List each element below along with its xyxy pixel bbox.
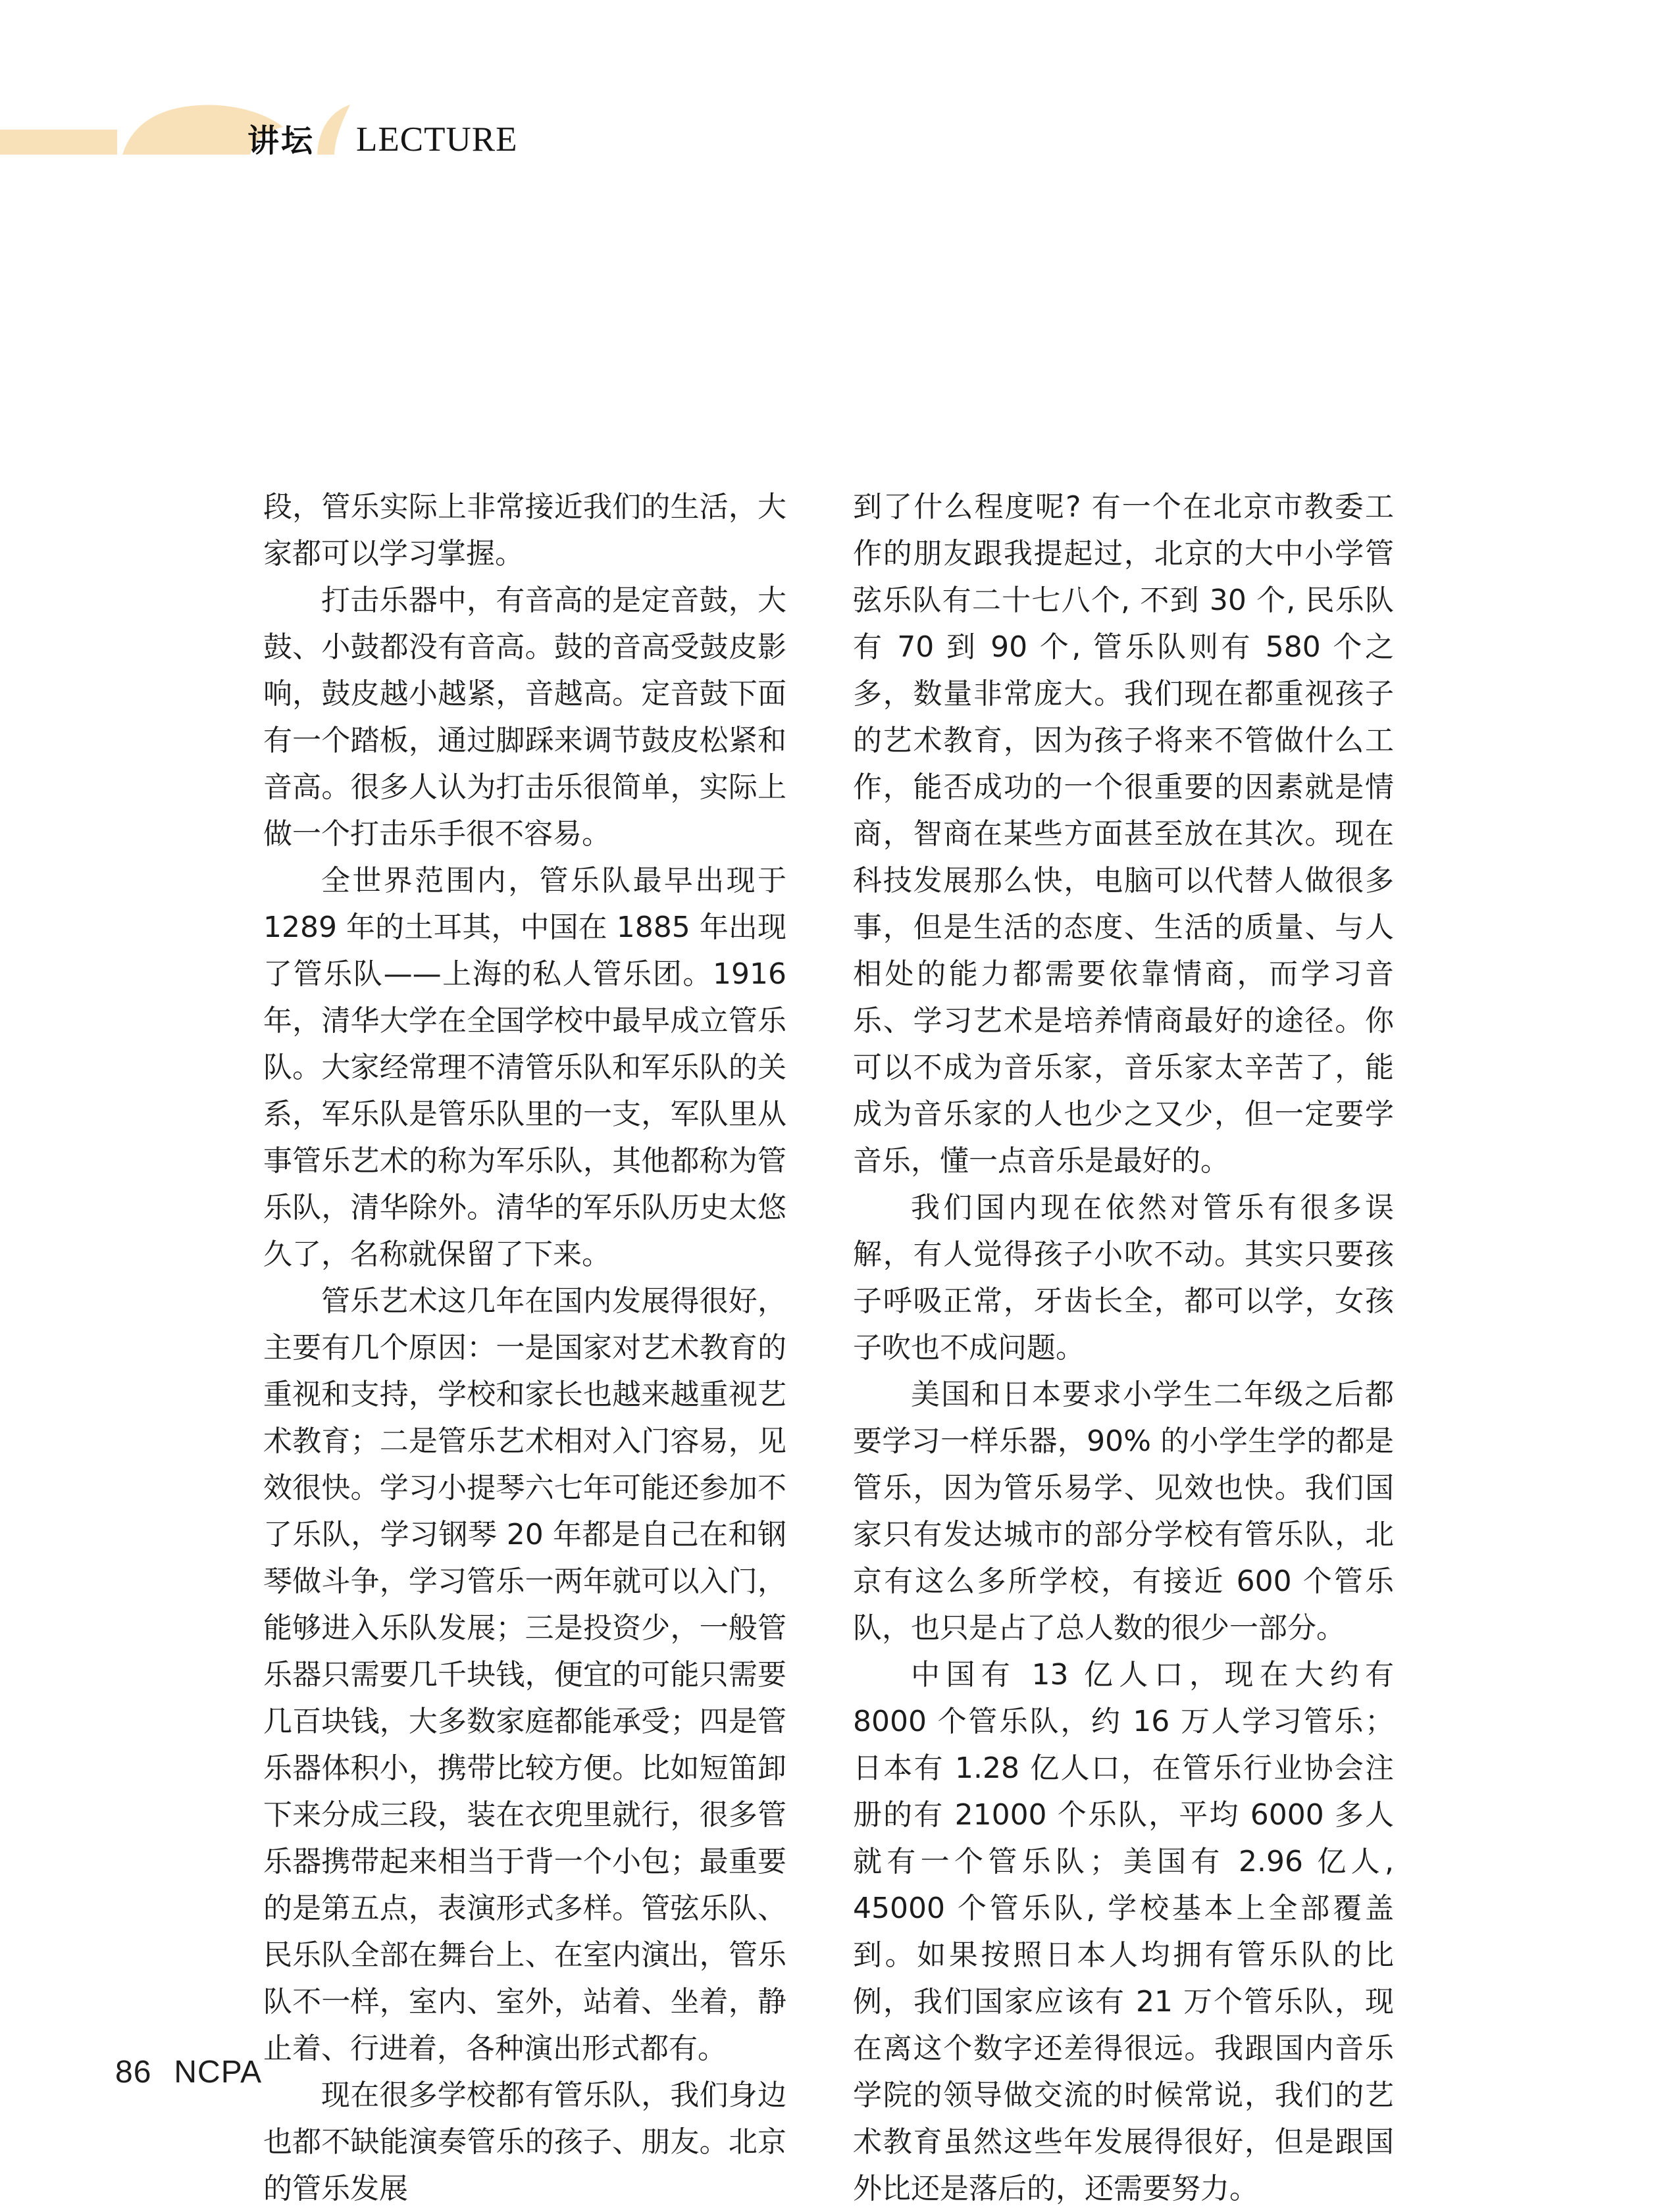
- section-title-chinese: 讲坛: [247, 122, 315, 159]
- paragraph-left-2: 打击乐器中，有音高的是定音鼓，大鼓、小鼓都没有音高。鼓的音高受鼓皮影响，鼓皮越小越紧，音越高。定音鼓下面有一个踏板，通过脚踩来调节鼓皮松紧和音高。很多人认为打击乐很简单，实际上做一个打击乐手很不容易。: [263, 584, 786, 851]
- page-number: 86: [115, 2055, 152, 2090]
- paragraph-left-3: 全世界范围内，管乐队最早出现于 1289 年的土耳其，中国在 1885 年出现了管乐队——上海的私人管乐团。1916 年，清华大学在全国学校中最早成立管乐队。大家经常理不清管乐队和军乐队的关系，军乐队是管乐队里的一支，军队里从事管乐艺术的称为军乐队，其他都称为管乐队，清华除外。清华的军乐队历史太悠久了，名称就保留了下来。: [263, 864, 786, 1271]
- journal-name: NCPA: [174, 2055, 263, 2090]
- paragraph-left-1: 段，管乐实际上非常接近我们的生活，大家都可以学习掌握。: [263, 490, 786, 570]
- page-footer: [115, 2055, 262, 2090]
- paragraph-right-2: 我们国内现在依然对管乐有很多误解，有人觉得孩子小吹不动。其实只要孩子呼吸正常，牙齿长全，都可以学，女孩子吹也不成问题。: [853, 1191, 1394, 1365]
- left-column: [263, 484, 786, 2212]
- right-column: [853, 484, 1394, 2212]
- header-crescent-shape: [317, 105, 350, 155]
- section-title-english: LECTURE: [356, 120, 518, 159]
- header-bar-shape: [0, 130, 117, 155]
- paragraph-left-4: 管乐艺术这几年在国内发展得很好，主要有几个原因：一是国家对艺术教育的重视和支持，学校和家长也越来越重视艺术教育；二是管乐艺术相对入门容易，见效很快。学习小提琴六七年可能还参加不了乐队，学习钢琴 20 年都是自己在和钢琴做斗争，学习管乐一两年就可以入门，能够进入乐队发展；三是投资少，一般管乐器只需要几千块钱，便宜的可能只需要几百块钱，大多数家庭都能承受；四是管乐器体积小，携带比较方便。比如短笛卸下来分成三段，装在衣兜里就行，很多管乐器携带起来相当于背一个小包；最重要的是第五点，表演形式多样。管弦乐队、民乐队全部在舞台上、在室内演出，管乐队不一样，室内、室外，站着、坐着，静止着、行进着，各种演出形式都有。: [263, 1284, 786, 2065]
- page-header: [0, 0, 658, 171]
- paragraph-right-1: 到了什么程度呢? 有一个在北京市教委工作的朋友跟我提起过，北京的大中小学管弦乐队有二十七八个, 不到 30 个, 民乐队有 70 到 90 个, 管乐队则有 580 个之多，数量非常庞大。我们现在都重视孩子的艺术教育，因为孩子将来不管做什么工作，能否成功的一个很重要的因素就是情商，智商在某些方面甚至放在其次。现在科技发展那么快，电脑可以代替人做很多事，但是生活的态度、生活的质量、与人相处的能力都需要依靠情商，而学习音乐、学习艺术是培养情商最好的途径。你可以不成为音乐家，音乐家太辛苦了，能成为音乐家的人也少之又少，但一定要学音乐，懂一点音乐是最好的。: [853, 490, 1394, 1178]
- paragraph-right-4: 中国有 13 亿人口，现在大约有 8000 个管乐队，约 16 万人学习管乐；日本有 1.28 亿人口，在管乐行业协会注册的有 21000 个乐队，平均 6000 多人就有一个管乐队；美国有 2.96 亿人, 45000 个管乐队, 学校基本上全部覆盖到。如果按照日本人均拥有管乐队的比例，我们国家应该有 21 万个管乐队，现在离这个数字还差得很远。我跟国内音乐学院的领导做交流的时候常说，我们的艺术教育虽然这些年发展得很好，但是跟国外比还是落后的，还需要努力。: [853, 1658, 1394, 2205]
- paragraph-left-5: 现在很多学校都有管乐队，我们身边也都不缺能演奏管乐的孩子、朋友。北京的管乐发展: [263, 2078, 786, 2205]
- paragraph-right-3: 美国和日本要求小学生二年级之后都要学习一样乐器，90% 的小学生学的都是管乐，因为管乐易学、见效也快。我们国家只有发达城市的部分学校有管乐队，北京有这么多所学校，有接近 600 个管乐队，也只是占了总人数的很少一部分。: [853, 1378, 1394, 1645]
